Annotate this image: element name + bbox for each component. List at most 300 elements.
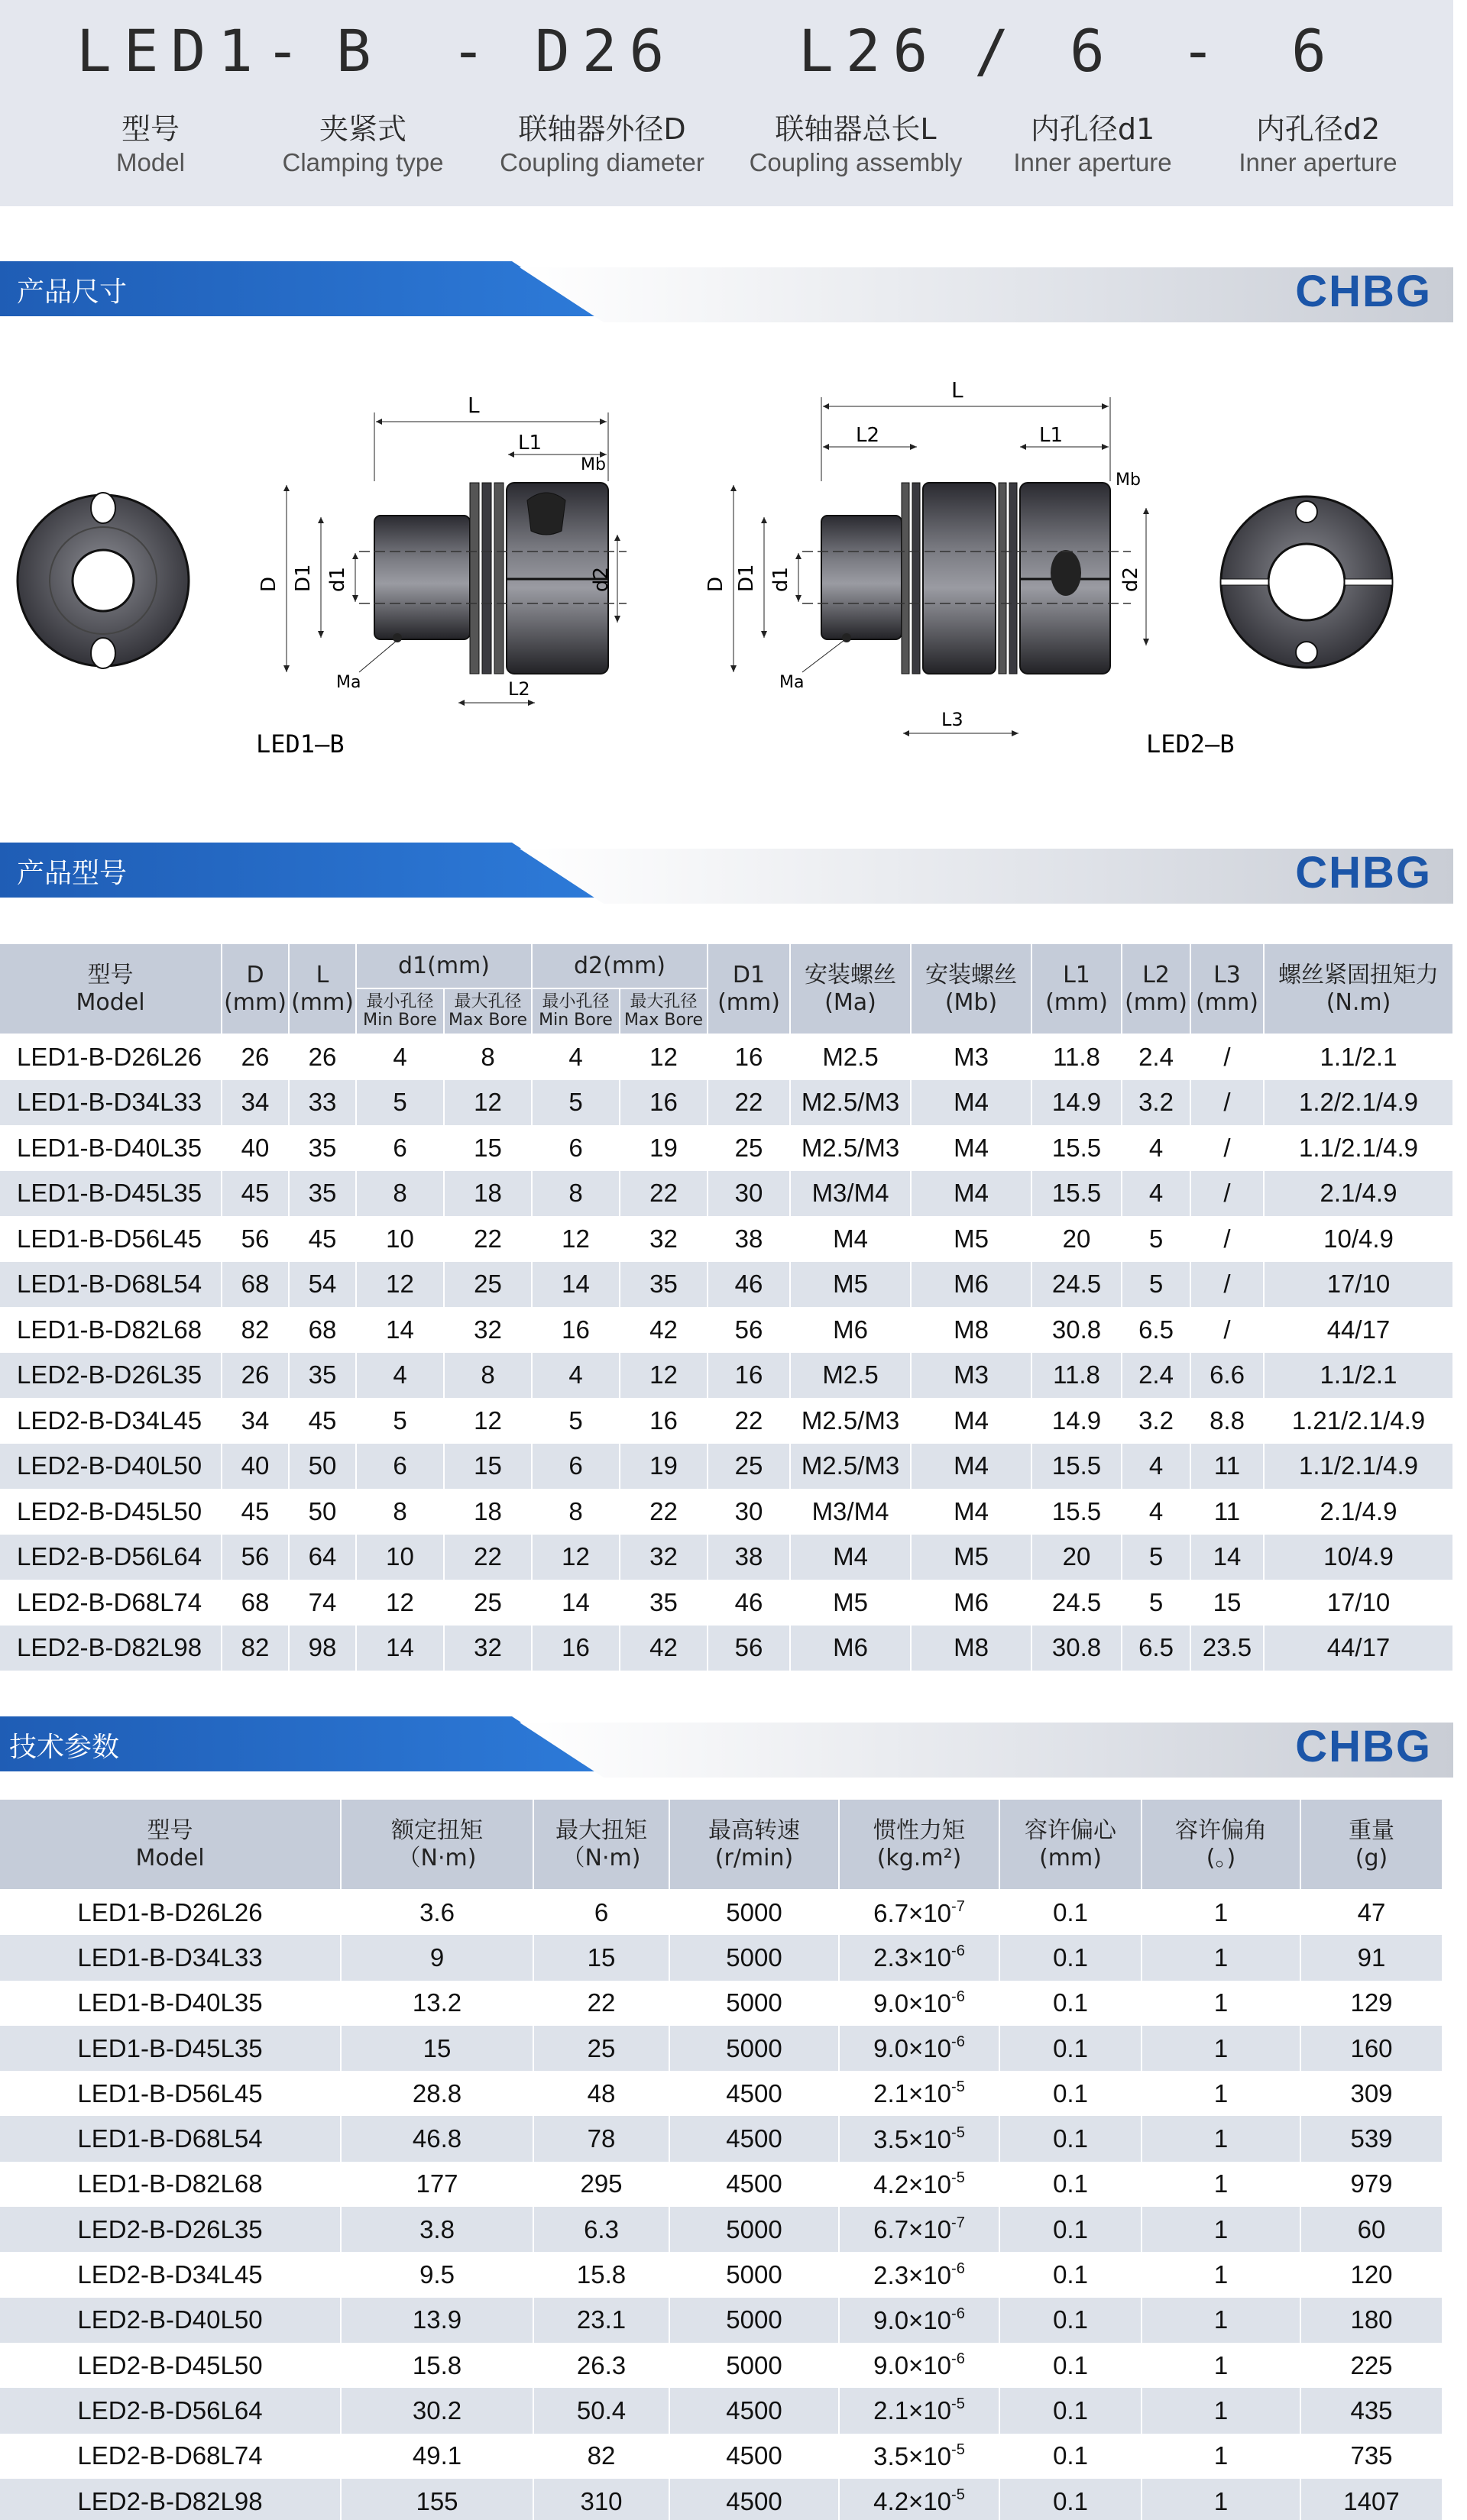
- cell-D1: 30: [708, 1489, 790, 1535]
- th-L: L (mm): [289, 944, 356, 1034]
- cell-Ma: M2.5: [790, 1353, 911, 1399]
- cell-max: 78: [533, 2116, 669, 2161]
- cell-Mb: M8: [911, 1626, 1031, 1671]
- cell-d1-max: 8: [444, 1353, 532, 1399]
- cell-d2-max: 12: [620, 1353, 708, 1399]
- cell-ecc: 0.1: [999, 2026, 1142, 2071]
- cell-Ma: M4: [790, 1535, 911, 1580]
- table-row: [0, 1398, 1453, 1444]
- cell-d1-min: 5: [356, 1398, 444, 1444]
- cell-L3: 14: [1190, 1535, 1264, 1580]
- tech-params-table-body: [0, 1890, 1443, 2520]
- cell-inertia: $3.5\times 10^{-5}$: [839, 2434, 999, 2479]
- table-row: [0, 1890, 1443, 1935]
- th-d1: d1(mm): [356, 944, 532, 988]
- dim-L1-right: L1: [1039, 424, 1064, 447]
- cell-L: 54: [289, 1262, 356, 1308]
- cell-L: 74: [289, 1580, 356, 1626]
- cell-d1-min: 6: [356, 1125, 444, 1171]
- cell-inertia: $4.2\times 10^{-5}$: [839, 2162, 999, 2207]
- cell-speed: 5000: [669, 2343, 839, 2388]
- table-row: [0, 2162, 1443, 2207]
- cell-D1: 46: [708, 1262, 790, 1308]
- cell-D1: 16: [708, 1353, 790, 1399]
- table-row: [0, 2298, 1443, 2343]
- cell-d2-min: 14: [532, 1580, 620, 1626]
- cell-d2-min: 12: [532, 1216, 620, 1262]
- table-row: [0, 2388, 1443, 2433]
- cell-rated: 28.8: [341, 2071, 533, 2116]
- cell-rated: 177: [341, 2162, 533, 2207]
- cell-torque: 1.2/2.1/4.9: [1264, 1080, 1453, 1126]
- label-diameter-en: Coupling diameter: [500, 148, 704, 176]
- cell-d2-min: 6: [532, 1444, 620, 1490]
- cell-Ma: M3/M4: [790, 1489, 911, 1535]
- cell-inertia: $9.0\times 10^{-6}$: [839, 2026, 999, 2071]
- code-part-diameter: D26: [535, 17, 677, 85]
- cell-d1-min: 8: [356, 1171, 444, 1217]
- table-row: [0, 1626, 1453, 1671]
- cell-L: 35: [289, 1171, 356, 1217]
- cell-angle: 1: [1142, 2116, 1300, 2161]
- th-L3: L3 (mm): [1190, 944, 1264, 1034]
- table-row: [0, 1034, 1453, 1080]
- cell-model: LED2-B-D68L74: [0, 2434, 341, 2479]
- cell-weight: 309: [1300, 2071, 1443, 2116]
- cell-rated: 9: [341, 1935, 533, 1980]
- cell-angle: 1: [1142, 1935, 1300, 1980]
- cell-max: 25: [533, 2026, 669, 2071]
- cell-d1-min: 4: [356, 1353, 444, 1399]
- label-d1-en: Inner aperture: [1013, 148, 1172, 176]
- cell-D1: 25: [708, 1125, 790, 1171]
- th-model: 型号 Model: [0, 944, 222, 1034]
- cell-d2-min: 12: [532, 1535, 620, 1580]
- cell-Mb: M3: [911, 1353, 1031, 1399]
- cell-max: 15.8: [533, 2252, 669, 2297]
- cell-ecc: 0.1: [999, 2252, 1142, 2297]
- cell-rated: 3.8: [341, 2207, 533, 2252]
- cell-inertia: $6.7\times 10^{-7}$: [839, 2207, 999, 2252]
- cell-L1: 15.5: [1031, 1171, 1122, 1217]
- cell-D1: 46: [708, 1580, 790, 1626]
- cell-Mb: M5: [911, 1535, 1031, 1580]
- cell-model: LED2-B-D45L50: [0, 1489, 222, 1535]
- cell-L3: 11: [1190, 1489, 1264, 1535]
- model-code-box: [0, 0, 1453, 206]
- cell-ecc: 0.1: [999, 1890, 1142, 1935]
- coupling-dimension-drawing: [0, 336, 1453, 810]
- cell-inertia: $9.0\times 10^{-6}$: [839, 1981, 999, 2026]
- table-row: [0, 1171, 1453, 1217]
- cell-d2-min: 6: [532, 1125, 620, 1171]
- cell-L3: 8.8: [1190, 1398, 1264, 1444]
- cell-d2-max: 35: [620, 1580, 708, 1626]
- th-Mb: 安装螺丝 (Mb): [911, 944, 1031, 1034]
- cell-weight: 60: [1300, 2207, 1443, 2252]
- brand-logo: CHBG: [1295, 1722, 1432, 1771]
- cell-model: LED1-B-D45L35: [0, 1171, 222, 1217]
- label-length-cn: 联轴器总长L: [775, 112, 937, 146]
- cell-torque: 1.1/2.1/4.9: [1264, 1444, 1453, 1490]
- cell-model: LED1-B-D68L54: [0, 2116, 341, 2161]
- cell-model: LED2-B-D34L45: [0, 1398, 222, 1444]
- table-row: [0, 1353, 1453, 1399]
- th-d1-min: 最小孔径 Min Bore: [356, 988, 444, 1034]
- cell-weight: 735: [1300, 2434, 1443, 2479]
- cell-d2-min: 8: [532, 1489, 620, 1535]
- cell-L2: 4: [1122, 1444, 1190, 1490]
- th-d2-min: 最小孔径 Min Bore: [532, 988, 620, 1034]
- table-row: [0, 2026, 1443, 2071]
- cell-speed: 5000: [669, 1935, 839, 1980]
- cell-inertia: $3.5\times 10^{-5}$: [839, 2116, 999, 2161]
- cell-weight: 160: [1300, 2026, 1443, 2071]
- table-row: [0, 1981, 1443, 2026]
- section-banner-dimensions: [0, 261, 1453, 322]
- dim-D-right: D: [704, 576, 727, 592]
- code-part-d1: 6: [1070, 17, 1117, 85]
- cell-L1: 24.5: [1031, 1580, 1122, 1626]
- th-d1-max: 最大孔径 Max Bore: [444, 988, 532, 1034]
- cell-speed: 5000: [669, 1981, 839, 2026]
- cell-d2-max: 42: [620, 1626, 708, 1671]
- cell-d1-max: 32: [444, 1307, 532, 1353]
- cell-L3: 23.5: [1190, 1626, 1264, 1671]
- cell-weight: 435: [1300, 2388, 1443, 2433]
- th-tech-3: 最高转速 (r/min): [669, 1800, 839, 1890]
- th-torque: 螺丝紧固扭矩力 (N.m): [1264, 944, 1453, 1034]
- cell-L: 26: [289, 1034, 356, 1080]
- table-row: [0, 1580, 1453, 1626]
- cell-rated: 15: [341, 2026, 533, 2071]
- dim-D1-right: D1: [735, 564, 758, 592]
- dim-Ma-left: Ma: [336, 673, 361, 692]
- cell-model: LED2-B-D34L45: [0, 2252, 341, 2297]
- cell-model: LED2-B-D56L64: [0, 2388, 341, 2433]
- cell-ecc: 0.1: [999, 2207, 1142, 2252]
- cell-d2-max: 32: [620, 1535, 708, 1580]
- cell-angle: 1: [1142, 2434, 1300, 2479]
- cell-weight: 47: [1300, 1890, 1443, 1935]
- cell-Ma: M3/M4: [790, 1171, 911, 1217]
- th-tech-7: 重量 (g): [1300, 1800, 1443, 1890]
- cell-d1-min: 12: [356, 1580, 444, 1626]
- table-row: [0, 2343, 1443, 2388]
- led1-side-view: [256, 393, 627, 759]
- table-row: [0, 1535, 1453, 1580]
- cell-L3: 11: [1190, 1444, 1264, 1490]
- cell-inertia: $2.1\times 10^{-5}$: [839, 2071, 999, 2116]
- cell-inertia: $4.2\times 10^{-5}$: [839, 2479, 999, 2520]
- label-d2-en: Inner aperture: [1239, 148, 1397, 176]
- th-d2-max: 最大孔径 Max Bore: [620, 988, 708, 1034]
- cell-d2-max: 16: [620, 1080, 708, 1126]
- cell-L: 50: [289, 1444, 356, 1490]
- cell-L3: /: [1190, 1034, 1264, 1080]
- cell-model: LED1-B-D26L26: [0, 1034, 222, 1080]
- cell-D: 34: [222, 1398, 289, 1444]
- table-row: [0, 2434, 1443, 2479]
- cell-d2-min: 8: [532, 1171, 620, 1217]
- section-title-dimensions: 产品尺寸: [17, 277, 128, 308]
- th-tech-5: 容许偏心 (mm): [999, 1800, 1142, 1890]
- cell-L1: 20: [1031, 1535, 1122, 1580]
- cell-weight: 539: [1300, 2116, 1443, 2161]
- th-D1: D1 (mm): [708, 944, 790, 1034]
- cell-L3: /: [1190, 1262, 1264, 1308]
- cell-torque: 1.1/2.1/4.9: [1264, 1125, 1453, 1171]
- cell-L2: 6.5: [1122, 1307, 1190, 1353]
- cell-L1: 24.5: [1031, 1262, 1122, 1308]
- cell-D: 45: [222, 1489, 289, 1535]
- table-row: [0, 1262, 1453, 1308]
- cell-weight: 120: [1300, 2252, 1443, 2297]
- cell-speed: 4500: [669, 2388, 839, 2433]
- cell-d2-max: 19: [620, 1444, 708, 1490]
- code-part-series: LED1-: [76, 17, 313, 85]
- cell-D1: 22: [708, 1398, 790, 1444]
- cell-torque: 17/10: [1264, 1262, 1453, 1308]
- cell-model: LED2-B-D40L50: [0, 1444, 222, 1490]
- cell-L: 50: [289, 1489, 356, 1535]
- table-row: [0, 1935, 1443, 1980]
- dim-L-right: L: [951, 377, 963, 403]
- cell-L1: 30.8: [1031, 1626, 1122, 1671]
- dim-D-left: D: [257, 576, 280, 592]
- cell-model: LED2-B-D26L35: [0, 2207, 341, 2252]
- cell-Ma: M5: [790, 1580, 911, 1626]
- cell-d1-min: 10: [356, 1535, 444, 1580]
- cell-d2-min: 14: [532, 1262, 620, 1308]
- cell-model: LED1-B-D82L68: [0, 1307, 222, 1353]
- cell-rated: 155: [341, 2479, 533, 2520]
- cell-speed: 5000: [669, 2026, 839, 2071]
- cell-Mb: M4: [911, 1444, 1031, 1490]
- cell-Ma: M2.5: [790, 1034, 911, 1080]
- cell-torque: 2.1/4.9: [1264, 1489, 1453, 1535]
- cell-Mb: M6: [911, 1262, 1031, 1308]
- cell-weight: 225: [1300, 2343, 1443, 2388]
- th-D: D (mm): [222, 944, 289, 1034]
- cell-angle: 1: [1142, 1890, 1300, 1935]
- cell-d1-max: 22: [444, 1216, 532, 1262]
- cell-Mb: M8: [911, 1307, 1031, 1353]
- cell-ecc: 0.1: [999, 2162, 1142, 2207]
- cell-d2-min: 5: [532, 1398, 620, 1444]
- cell-speed: 5000: [669, 2298, 839, 2343]
- table-row: [0, 1307, 1453, 1353]
- cell-torque: 2.1/4.9: [1264, 1171, 1453, 1217]
- cell-Ma: M5: [790, 1262, 911, 1308]
- cell-D: 68: [222, 1580, 289, 1626]
- cell-D1: 38: [708, 1216, 790, 1262]
- cell-D: 68: [222, 1262, 289, 1308]
- cell-L3: /: [1190, 1216, 1264, 1262]
- dim-Ma-right: Ma: [779, 673, 805, 692]
- dim-d1-left: d1: [326, 566, 349, 592]
- cell-D: 26: [222, 1353, 289, 1399]
- label-clamp-en: Clamping type: [282, 148, 444, 176]
- cell-model: LED2-B-D56L64: [0, 1535, 222, 1580]
- dim-L3-right: L3: [941, 709, 963, 730]
- cell-D: 56: [222, 1535, 289, 1580]
- cell-L3: /: [1190, 1125, 1264, 1171]
- cell-d1-max: 15: [444, 1444, 532, 1490]
- section-title-tech: 技术参数: [9, 1732, 120, 1763]
- cell-D1: 38: [708, 1535, 790, 1580]
- cell-model: LED2-B-D45L50: [0, 2343, 341, 2388]
- cell-inertia: $9.0\times 10^{-6}$: [839, 2298, 999, 2343]
- cell-L: 68: [289, 1307, 356, 1353]
- cell-L1: 15.5: [1031, 1444, 1122, 1490]
- cell-D1: 30: [708, 1171, 790, 1217]
- cell-angle: 1: [1142, 2252, 1300, 2297]
- cell-inertia: $2.3\times 10^{-6}$: [839, 1935, 999, 1980]
- cell-L3: /: [1190, 1171, 1264, 1217]
- cell-d1-max: 12: [444, 1398, 532, 1444]
- cell-d1-max: 15: [444, 1125, 532, 1171]
- dim-L1-left: L1: [518, 432, 542, 455]
- dim-L2-right: L2: [856, 424, 880, 447]
- led1-end-view: [18, 493, 189, 668]
- cell-L3: 15: [1190, 1580, 1264, 1626]
- cell-model: LED1-B-D56L45: [0, 1216, 222, 1262]
- cell-D: 56: [222, 1216, 289, 1262]
- cell-L2: 4: [1122, 1171, 1190, 1217]
- cell-speed: 4500: [669, 2162, 839, 2207]
- cell-model: LED1-B-D82L68: [0, 2162, 341, 2207]
- cell-D1: 16: [708, 1034, 790, 1080]
- cell-L1: 15.5: [1031, 1489, 1122, 1535]
- cell-max: 6: [533, 1890, 669, 1935]
- cell-L3: /: [1190, 1307, 1264, 1353]
- cell-Ma: M2.5/M3: [790, 1398, 911, 1444]
- cell-d1-min: 14: [356, 1626, 444, 1671]
- cell-torque: 44/17: [1264, 1626, 1453, 1671]
- cell-model: LED2-B-D40L50: [0, 2298, 341, 2343]
- cell-d2-max: 35: [620, 1262, 708, 1308]
- cell-L2: 3.2: [1122, 1080, 1190, 1126]
- cell-ecc: 0.1: [999, 2434, 1142, 2479]
- brand-logo: CHBG: [1295, 848, 1432, 898]
- product-model-table: [0, 944, 1454, 1671]
- cell-D: 34: [222, 1080, 289, 1126]
- cell-angle: 1: [1142, 2071, 1300, 2116]
- cell-Mb: M3: [911, 1034, 1031, 1080]
- table-row: [0, 2116, 1443, 2161]
- label-clamp-cn: 夹紧式: [319, 112, 406, 146]
- cell-d1-max: 18: [444, 1171, 532, 1217]
- code-part-dash: -: [451, 17, 498, 85]
- cell-max: 15: [533, 1935, 669, 1980]
- cell-torque: 1.1/2.1: [1264, 1353, 1453, 1399]
- cell-weight: 979: [1300, 2162, 1443, 2207]
- cell-L: 45: [289, 1398, 356, 1444]
- table-row: [0, 2071, 1443, 2116]
- cell-torque: 44/17: [1264, 1307, 1453, 1353]
- label-d1-cn: 内孔径d1: [1030, 112, 1155, 146]
- cell-d2-max: 12: [620, 1034, 708, 1080]
- th-tech-0: 型号 Model: [0, 1800, 341, 1890]
- cell-d2-max: 42: [620, 1307, 708, 1353]
- cell-d1-max: 32: [444, 1626, 532, 1671]
- cell-d1-min: 4: [356, 1034, 444, 1080]
- cell-inertia: $2.3\times 10^{-6}$: [839, 2252, 999, 2297]
- cell-d1-min: 10: [356, 1216, 444, 1262]
- code-part-length: L26: [798, 17, 941, 85]
- cell-L: 33: [289, 1080, 356, 1126]
- cell-weight: 1407: [1300, 2479, 1443, 2520]
- cell-max: 26.3: [533, 2343, 669, 2388]
- cell-weight: 91: [1300, 1935, 1443, 1980]
- cell-L1: 11.8: [1031, 1034, 1122, 1080]
- cell-ecc: 0.1: [999, 2298, 1142, 2343]
- cell-max: 295: [533, 2162, 669, 2207]
- cell-max: 22: [533, 1981, 669, 2026]
- cell-D1: 22: [708, 1080, 790, 1126]
- cell-D1: 25: [708, 1444, 790, 1490]
- cell-model: LED1-B-D26L26: [0, 1890, 341, 1935]
- cell-Mb: M4: [911, 1080, 1031, 1126]
- cell-Ma: M2.5/M3: [790, 1125, 911, 1171]
- dim-d1-right: d1: [769, 566, 792, 592]
- cell-max: 82: [533, 2434, 669, 2479]
- cell-model: LED2-B-D68L74: [0, 1580, 222, 1626]
- cell-angle: 1: [1142, 2343, 1300, 2388]
- dim-d2-right: d2: [1119, 566, 1142, 592]
- cell-ecc: 0.1: [999, 2479, 1142, 2520]
- cell-d1-min: 12: [356, 1262, 444, 1308]
- cell-inertia: $9.0\times 10^{-6}$: [839, 2343, 999, 2388]
- cell-d1-min: 5: [356, 1080, 444, 1126]
- cell-L1: 11.8: [1031, 1353, 1122, 1399]
- cell-Mb: M4: [911, 1171, 1031, 1217]
- cell-Mb: M4: [911, 1489, 1031, 1535]
- cell-d1-max: 8: [444, 1034, 532, 1080]
- cell-max: 50.4: [533, 2388, 669, 2433]
- led2-end-view: [1221, 497, 1392, 668]
- cell-d1-max: 25: [444, 1262, 532, 1308]
- cell-model: LED1-B-D40L35: [0, 1125, 222, 1171]
- cell-max: 6.3: [533, 2207, 669, 2252]
- cell-D: 45: [222, 1171, 289, 1217]
- table-row: [0, 1080, 1453, 1126]
- cell-d2-max: 19: [620, 1125, 708, 1171]
- cell-weight: 180: [1300, 2298, 1443, 2343]
- cell-D: 82: [222, 1307, 289, 1353]
- cell-L3: /: [1190, 1080, 1264, 1126]
- table-row: [0, 1489, 1453, 1535]
- cell-model: LED1-B-D45L35: [0, 2026, 341, 2071]
- cell-angle: 1: [1142, 2207, 1300, 2252]
- cell-L2: 2.4: [1122, 1353, 1190, 1399]
- label-model-en: Model: [116, 148, 185, 176]
- th-d2: d2(mm): [532, 944, 708, 988]
- cell-d1-max: 18: [444, 1489, 532, 1535]
- cell-Mb: M4: [911, 1125, 1031, 1171]
- cell-weight: 129: [1300, 1981, 1443, 2026]
- cell-angle: 1: [1142, 2162, 1300, 2207]
- tech-params-header-row: [0, 1800, 1443, 1890]
- cell-Ma: M4: [790, 1216, 911, 1262]
- cell-d2-max: 32: [620, 1216, 708, 1262]
- th-tech-1: 额定扭矩 （N·m): [341, 1800, 533, 1890]
- cell-ecc: 0.1: [999, 2388, 1142, 2433]
- cell-max: 310: [533, 2479, 669, 2520]
- table-row: [0, 2207, 1443, 2252]
- cell-ecc: 0.1: [999, 2343, 1142, 2388]
